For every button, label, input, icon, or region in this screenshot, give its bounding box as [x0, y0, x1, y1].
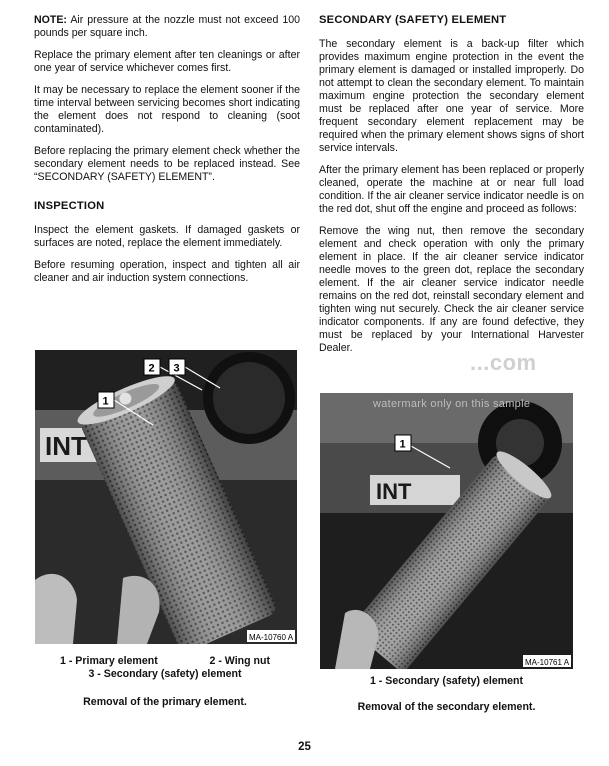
replace-interval-paragraph: Replace the primary element after ten cleanings or after one year of service whichever comes first. — [34, 49, 300, 74]
sample-watermark: watermark only on this sample — [373, 398, 531, 410]
page-number: 25 — [298, 741, 311, 753]
legend-primary-element: 1 - Primary element — [60, 655, 158, 667]
note-text: Air pressure at the nozzle must not exceed 100 pounds per square inch. — [34, 14, 300, 39]
inspect-connections-paragraph: Before resuming operation, inspect and tighten all air cleaner and air induction system connections. — [34, 259, 300, 284]
secondary-figure-title: Removal of the secondary element. — [357, 701, 536, 713]
note-paragraph — [34, 14, 300, 40]
inspect-gaskets-paragraph: Inspect the element gaskets. If damaged gaskets or surfaces are noted, replace the element immediately. — [34, 224, 300, 249]
primary-element-illustration — [35, 350, 297, 644]
hand-shape — [35, 574, 77, 644]
secondary-element-illustration — [320, 393, 573, 669]
secondary-element-heading: SECONDARY (SAFETY) ELEMENT — [319, 14, 507, 26]
note-label: NOTE: — [34, 14, 67, 26]
plate-text-right: INT — [376, 479, 412, 504]
legend-secondary-element: 3 - Secondary (safety) element — [88, 668, 242, 680]
inspection-heading: INSPECTION — [34, 200, 105, 212]
left-column — [34, 14, 300, 294]
right-column — [319, 14, 584, 364]
callout-3-left — [169, 359, 185, 375]
figure-ref-right: MA-10761 A — [525, 658, 570, 667]
full-load-paragraph: After the primary element has been replaced or properly cleaned, operate the machine at or near full load condition. If the air cleaner service indicator needle is on the red dot, shut off the engine and proceed as follows: — [319, 164, 584, 215]
primary-figure-legend — [40, 655, 290, 681]
figure-ref-left: MA-10760 A — [249, 633, 294, 642]
replace-sooner-paragraph: It may be necessary to replace the element sooner if the time interval between servicing becomes short indicating the element does not respond to cleaning (soot contaminated). — [34, 84, 300, 135]
check-secondary-paragraph: Before replacing the primary element check whether the secondary element needs to be replaced instead. See “SECONDARY (SAFETY) ELEMENT”. — [34, 145, 300, 183]
primary-element-photo — [35, 350, 297, 644]
svg-text:2: 2 — [148, 362, 155, 375]
secondary-figure-legend: 1 - Secondary (safety) element — [369, 675, 524, 687]
callout-2-left — [144, 359, 160, 375]
secondary-element-photo — [320, 393, 573, 669]
site-watermark: ...com — [470, 350, 537, 375]
svg-text:1: 1 — [399, 438, 406, 451]
svg-text:1: 1 — [102, 395, 109, 408]
callout-1-left — [98, 392, 114, 408]
plate-text-left: INT — [45, 431, 87, 461]
legend-wing-nut: 2 - Wing nut — [209, 655, 270, 667]
svg-text:3: 3 — [173, 362, 180, 375]
secondary-description-paragraph: The secondary element is a back-up filter which provides maximum engine protection in the event the primary element is damaged or installed improperly. Do not attempt to clean the secondary element. To maintain maximum engine protection the secondary element must be replaced after one year of service. More frequent secondary element replacement may be required when the primary element shows signs of short service intervals. — [319, 38, 584, 154]
primary-figure-title: Removal of the primary element. — [83, 696, 247, 708]
wing-nut-procedure-paragraph: Remove the wing nut, then remove the secondary element and check operation with only the primary element in place. If the air cleaner service indicator needle moves to the green dot, replace the secondary element. If the air cleaner service indicator needle remains on the red dot, reinstall secondary element and tighten wing nut securely. Check the air cleaner service indicator components. If any are found defective, they must be replaced by your International Harvester Dealer. — [319, 225, 584, 354]
callout-1-right — [395, 435, 411, 451]
